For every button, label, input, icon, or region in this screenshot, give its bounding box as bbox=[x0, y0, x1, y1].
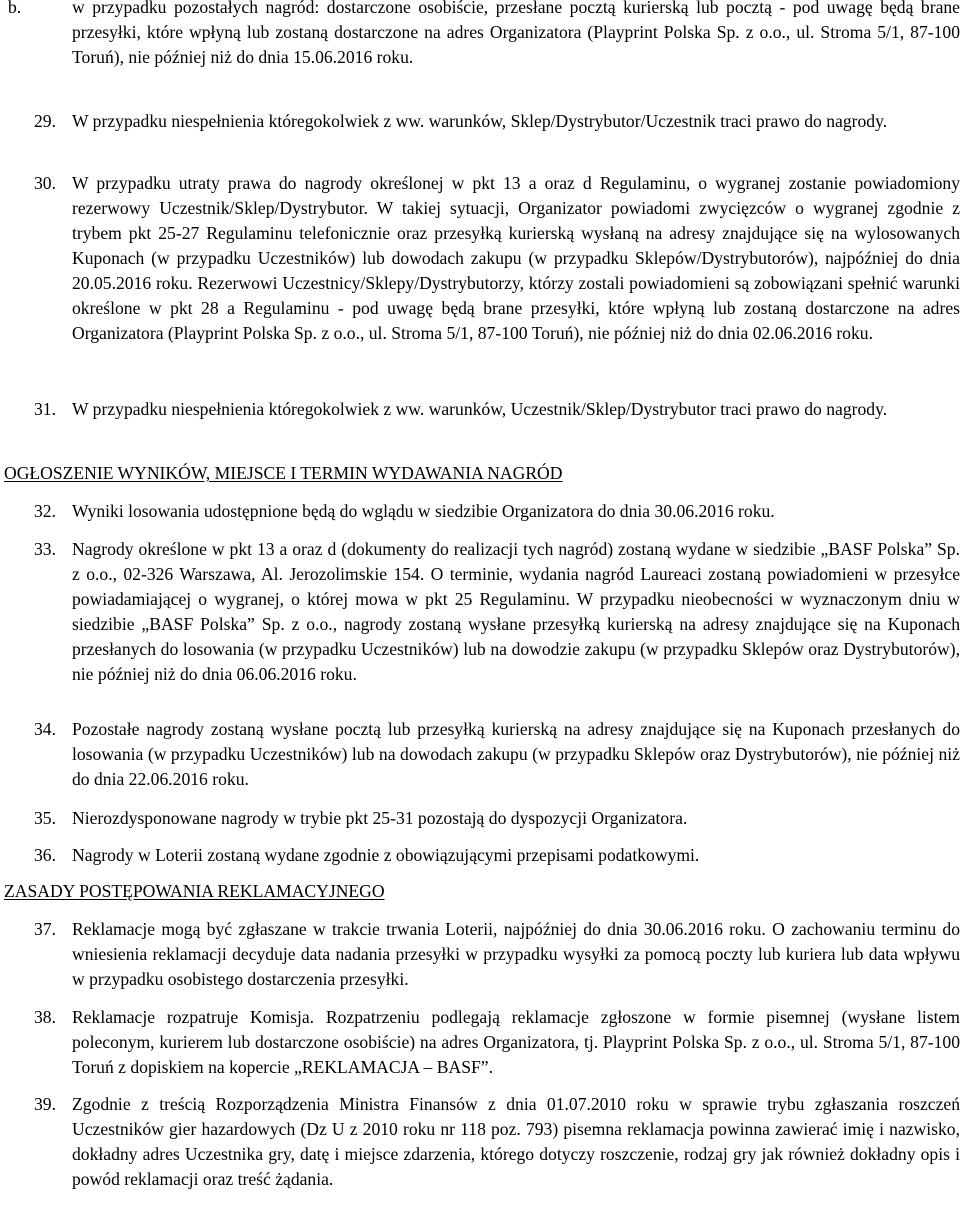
item-text: Pozostałe nagrody zostaną wysłane pocztą lub przesyłką kurierską na adresy znajdujące się na Kuponach przesłanych do losowania (w przypadku Uczestników) lub na dowodach zakupu (w przypadku Sklepów oraz Dystrybutorów), nie później niż do dnia 22.06.2016 roku. bbox=[72, 719, 960, 789]
list-item bbox=[34, 109, 960, 134]
item-number: 31. bbox=[34, 399, 56, 419]
item-number: 39. bbox=[34, 1094, 56, 1114]
item-number: 29. bbox=[34, 111, 56, 131]
section-heading-complaints: ZASADY POSTĘPOWANIA REKLAMACYJNEGO bbox=[4, 881, 385, 901]
item-number: b. bbox=[8, 0, 22, 17]
item-number: 34. bbox=[34, 719, 56, 739]
item-number: 30. bbox=[34, 173, 56, 193]
list-item bbox=[34, 717, 960, 792]
list-item bbox=[34, 499, 960, 524]
item-text: Reklamacje rozpatruje Komisja. Rozpatrzeniu podlegają reklamacje zgłoszone w formie pisemnej (wysłane listem poleconym, kurierem lub dostarczone osobiście) na adres Organizatora, tj. Playprint Polska Sp. z o.o., ul. Stroma 5/1, 87-100 Toruń z dopiskiem na kopercie „REKLAMACJA – BASF”. bbox=[72, 1007, 960, 1077]
list-item bbox=[8, 0, 960, 70]
item-text: W przypadku niespełnienia któregokolwiek z ww. warunków, Sklep/Dystrybutor/Uczestnik traci prawo do nagrody. bbox=[72, 111, 888, 131]
list-item bbox=[34, 917, 960, 992]
section-heading-results: OGŁOSZENIE WYNIKÓW, MIEJSCE I TERMIN WYDAWANIA NAGRÓD bbox=[4, 463, 563, 483]
item-number: 32. bbox=[34, 501, 56, 521]
item-text: Wyniki losowania udostępnione będą do wglądu w siedzibie Organizatora do dnia 30.06.2016 roku. bbox=[72, 501, 775, 521]
item-text: W przypadku niespełnienia któregokolwiek z ww. warunków, Uczestnik/Sklep/Dystrybutor traci prawo do nagrody. bbox=[72, 399, 888, 419]
item-text: w przypadku pozostałych nagród: dostarczone osobiście, przesłane pocztą kurierską lub pocztą - pod uwagę będą brane przesyłki, które wpłyną lub zostaną dostarczone na adres Organizatora (Playprint Polska Sp. z o.o., ul. Stroma 5/1, 87-100 Toruń), nie później niż do dnia 15.06.2016 roku. bbox=[72, 0, 960, 67]
item-text: W przypadku utraty prawa do nagrody określonej w pkt 13 a oraz d Regulaminu, o wygranej zostanie powiadomiony rezerwowy Uczestnik/Sklep/Dystrybutor. W takiej sytuacji, Organizator powiadomi zwycięzców o wygranej zgodnie z trybem pkt 25-27 Regulaminu telefonicznie oraz przesyłką kurierską wysłaną na adresy znajdujące się na wylosowanych Kuponach (w przypadku Uczestników) lub dowodach zakupu (w przypadku Sklepów/Dystrybutorów), najpóźniej do dnia 20.05.2016 roku. Rezerwowi Uczestnicy/Sklepy/Dystrybutorzy, którzy zostali powiadomieni są zobowiązani spełnić warunki określone w pkt 28 a Regulaminu - pod uwagę będą brane przesyłki, które wpłyną lub zostaną dostarczone na adres Organizatora (Playprint Polska Sp. z o.o., ul. Stroma 5/1, 87-100 Toruń), nie później niż do dnia 02.06.2016 roku. bbox=[72, 173, 960, 343]
item-number: 35. bbox=[34, 808, 56, 828]
list-item bbox=[34, 1005, 960, 1080]
item-number: 38. bbox=[34, 1007, 56, 1027]
list-item bbox=[34, 397, 960, 422]
item-number: 36. bbox=[34, 845, 56, 865]
item-text: Reklamacje mogą być zgłaszane w trakcie trwania Loterii, najpóźniej do dnia 30.06.2016 roku. O zachowaniu terminu do wniesienia reklamacji decyduje data nadania przesyłki w przypadku wysyłki za pomocą poczty lub kuriera lub data wpływu w przypadku osobistego dostarczenia przesyłki. bbox=[72, 919, 960, 989]
item-text: Zgodnie z treścią Rozporządzenia Ministra Finansów z dnia 01.07.2010 roku w sprawie trybu zgłaszania roszczeń Uczestników gier hazardowych (Dz U z 2010 roku nr 118 poz. 793) pisemna reklamacja powinna zawierać imię i nazwisko, dokładny adres Uczestnika gry, datę i miejsce zdarzenia, którego dotyczy roszczenie, rodzaj gry jak również dokładny opis i powód reklamacji oraz treść żądania. bbox=[72, 1094, 960, 1189]
list-item bbox=[34, 171, 960, 346]
item-text: Nagrody określone w pkt 13 a oraz d (dokumenty do realizacji tych nagród) zostaną wydane w siedzibie „BASF Polska” Sp. z o.o., 02-326 Warszawa, Al. Jerozolimskie 154. O terminie, wydania nagród Laureaci zostaną powiadomieni w przesyłce powiadamiającej o wygranej, o której mowa w pkt 25 Regulaminu. W przypadku nieobecności w wyznaczonym dniu w siedzibie „BASF Polska” Sp. z o.o., nagrody zostaną wysłane przesyłką kurierską na adresy znajdujące się na Kuponach przesłanych do losowania (w przypadku Uczestników) lub na dowodzie zakupu (w przypadku Sklepów oraz Dystrybutorów), nie później niż do dnia 06.06.2016 roku. bbox=[72, 539, 960, 684]
item-number: 37. bbox=[34, 919, 56, 939]
item-text: Nagrody w Loterii zostaną wydane zgodnie z obowiązującymi przepisami podatkowymi. bbox=[72, 845, 700, 865]
list-item bbox=[34, 1092, 960, 1192]
item-text: Nierozdysponowane nagrody w trybie pkt 25-31 pozostają do dyspozycji Organizatora. bbox=[72, 808, 688, 828]
list-item bbox=[34, 537, 960, 687]
list-item bbox=[34, 806, 960, 831]
item-number: 33. bbox=[34, 539, 56, 559]
list-item bbox=[34, 843, 960, 868]
